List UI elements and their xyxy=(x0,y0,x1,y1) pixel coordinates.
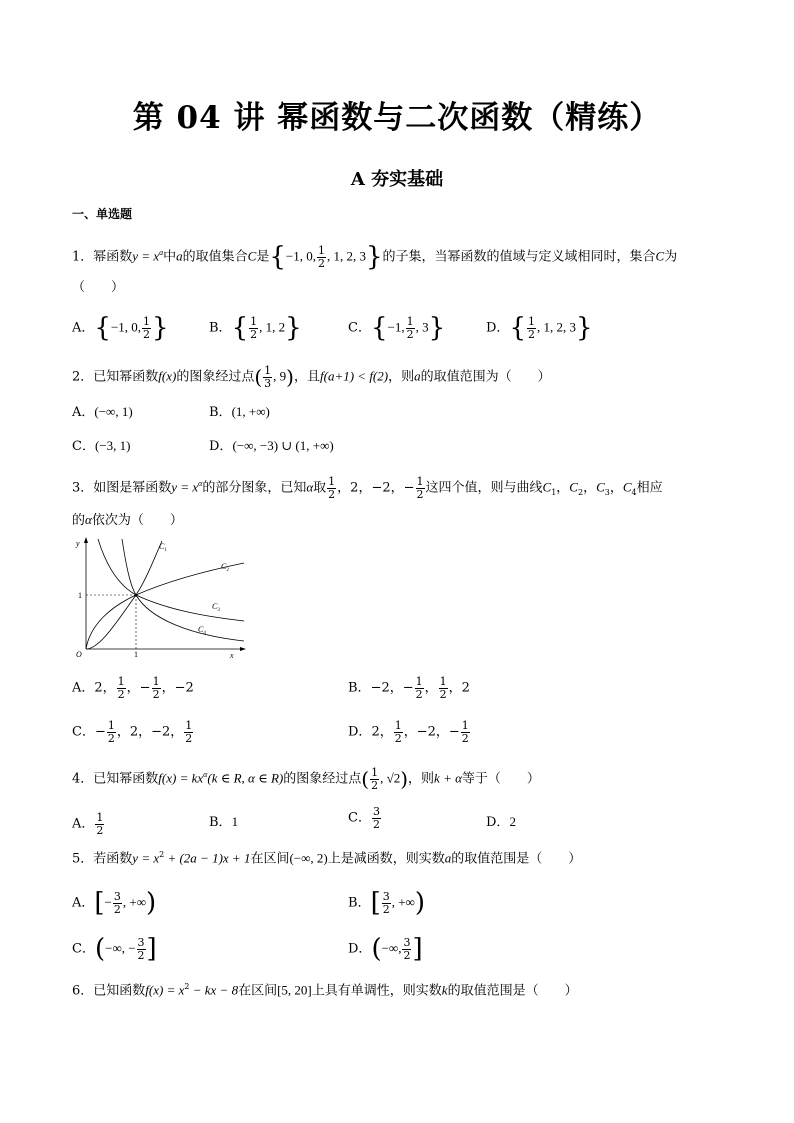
section-heading: 一、单选题 xyxy=(72,207,133,221)
y-axis-arrow xyxy=(84,537,88,543)
question-1-stem: 1．幂函数$y = x^a$中a的取值集合C是{−1, 0, $\frac{1}{2}$ , 1, 2, 3}的子集，当幂函数的值域与定义域相同时，集合C为 xyxy=(72,242,678,272)
question-4-option-b[interactable]: B．1 xyxy=(209,814,239,830)
section-subtitle: A 夯实基础 xyxy=(350,169,444,190)
question-5-stem: 5．若函数$y = x^2 + (2a - 1)x + 1$在区间(−∞, 2)上是减函数，则实数a的取值范围是（ ） xyxy=(72,850,582,867)
label-c3: $C_3$ xyxy=(212,602,220,613)
question-4-option-d[interactable]: D．2 xyxy=(486,814,516,830)
question-2-option-a[interactable]: A．(−∞, 1) xyxy=(72,404,133,420)
question-3-option-d[interactable]: D．2， $\frac{1}{2}$ ，−2，− $\frac{1}{2}$ xyxy=(348,719,469,745)
question-1-option-c[interactable]: C．{−1, $\frac{1}{2}$ , 3} xyxy=(348,313,446,343)
question-3-option-a[interactable]: A．2， $\frac{1}{2}$ ，− $\frac{1}{2}$ ，−2 xyxy=(72,675,194,701)
curve-c4 xyxy=(122,539,244,641)
page-title: 第 04 讲 幂函数与二次函数（精练） xyxy=(132,100,662,136)
y-tick-1: 1 xyxy=(78,591,82,600)
question-4-stem: 4．已知幂函数$f(x) = kx^\alpha(k$ ∈ R, α ∈ R)的图象经过点( $\frac{1}{2}$ , √2)，则k + α等于（ ） xyxy=(72,766,540,792)
question-2-stem: 2．已知幂函数f(x)的图象经过点( $\frac{1}{3}$ , 9)，且f(a+1) < f(2)，则a的取值范围为（ ） xyxy=(72,364,551,390)
question-5-option-b[interactable]: B．[ $\frac{3}{2}$ , +∞) xyxy=(348,888,425,918)
label-c2: $C_2$ xyxy=(221,562,229,573)
x-axis-label: x xyxy=(230,651,234,660)
question-1-option-b[interactable]: B．{ $\frac{1}{2}$ , 1, 2} xyxy=(209,313,302,343)
question-2-option-d[interactable]: D．(−∞, −3) ∪ (1, +∞) xyxy=(209,438,334,454)
question-1-option-a[interactable]: A．{−1, 0, $\frac{1}{2}$ } xyxy=(72,313,169,343)
question-3-option-c[interactable]: C．− $\frac{1}{2}$ ，2，−2， $\frac{1}{2}$ xyxy=(72,719,193,745)
question-5-option-a[interactable]: A．[− $\frac{3}{2}$ , +∞) xyxy=(72,888,157,918)
label-c1: $C_1$ xyxy=(159,542,167,553)
question-1-option-d[interactable]: D．{ $\frac{1}{2}$ , 1, 2, 3} xyxy=(486,313,593,343)
x-axis-arrow xyxy=(240,647,246,651)
question-4-option-c[interactable]: C． $\frac{3}{2}$ xyxy=(348,805,380,831)
question-5-option-c[interactable]: C．(−∞, − $\frac{3}{2}$ ] xyxy=(72,934,157,964)
question-4-option-a[interactable]: A． $\frac{1}{2}$ xyxy=(72,811,104,837)
question-6-stem: 6．已知函数$f(x) = x^2$ − kx − 8在区间[5, 20]上具有单调性，则实数k的取值范围是（ ） xyxy=(72,982,578,999)
question-3-stem: 3．如图是幂函数$y = x^\alpha$的部分图象，已知α取 $\frac{1}{2}$ ，2，−2，− $\frac{1}{2}$ 这四个值，则与曲线$C_1$，$C_2$，$C_3$，$C_4$相应 xyxy=(72,475,663,501)
y-axis-label: y xyxy=(76,539,80,548)
question-2-option-c[interactable]: C．(−3, 1) xyxy=(72,438,131,454)
question-3-option-b[interactable]: B．−2，− $\frac{1}{2}$ ， $\frac{1}{2}$ ，2 xyxy=(348,675,470,701)
power-function-graph xyxy=(70,535,250,660)
curve-c3 xyxy=(98,539,244,621)
origin-label: O xyxy=(76,650,82,659)
question-5-option-d[interactable]: D．(−∞, $\frac{3}{2}$ ] xyxy=(348,934,423,964)
label-c4: $C_4$ xyxy=(198,625,206,636)
question-1-paren: （ ） xyxy=(72,280,125,295)
question-3-stem-cont: 的α依次为（ ） xyxy=(72,512,183,528)
question-2-option-b[interactable]: B．(1, +∞) xyxy=(209,404,270,420)
x-tick-1: 1 xyxy=(134,650,138,659)
